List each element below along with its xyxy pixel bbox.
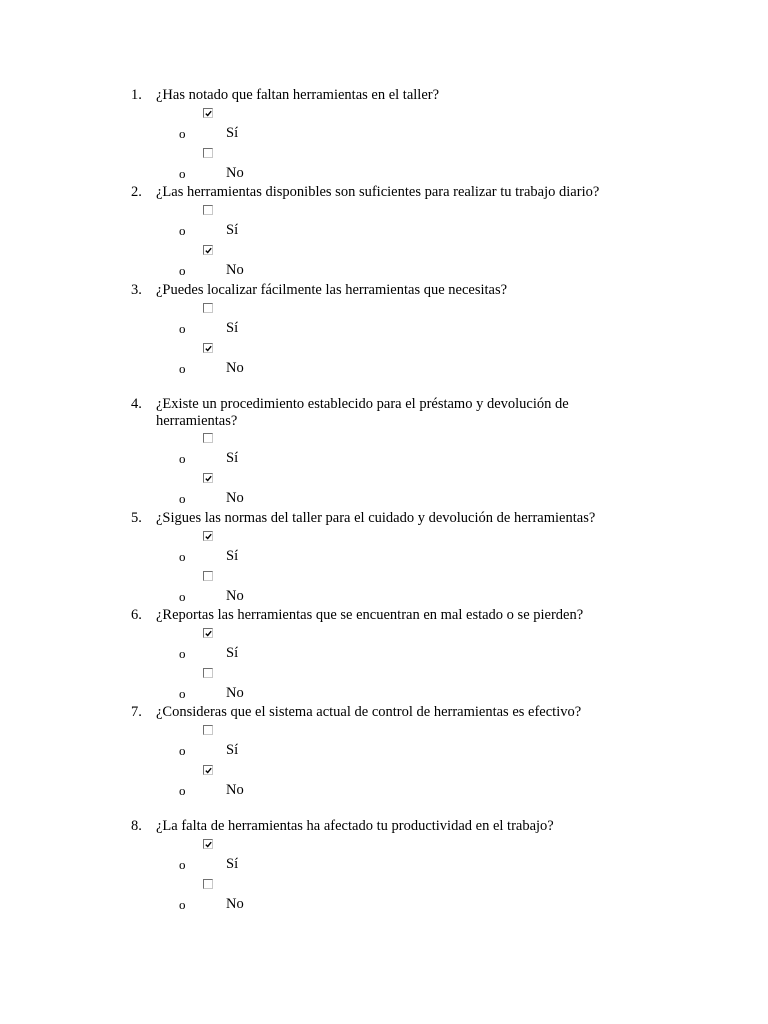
checkbox-checked[interactable] [203,765,213,775]
question-text: ¿Las herramientas disponibles son suficientes para realizar tu trabajo diario? [156,184,600,200]
checkmark-icon [205,247,212,254]
checkbox-unchecked[interactable] [203,725,213,735]
checkmark-icon [205,767,212,774]
question-text: ¿Has notado que faltan herramientas en el taller? [156,87,440,103]
option-label: No [226,360,244,376]
bullet-marker: o [179,549,186,564]
option-si [0,301,768,341]
checkmark-icon [205,475,212,482]
checkmark-icon [205,345,212,352]
option-label: Sí [226,222,239,238]
checkbox-checked[interactable] [203,245,213,255]
bullet-marker: o [179,126,186,141]
option-label: Sí [226,320,239,336]
option-no [0,243,768,283]
checkbox-checked[interactable] [203,343,213,353]
option-label: No [226,588,244,604]
option-no [0,666,768,706]
bullet-marker: o [179,451,186,466]
checkbox-checked[interactable] [203,839,213,849]
bullet-marker: o [179,166,186,181]
checkbox-unchecked[interactable] [203,205,213,215]
option-label: Sí [226,450,239,466]
bullet-marker: o [179,857,186,872]
question-text: ¿Existe un procedimiento establecido para el préstamo y devolución de herramientas? [156,396,569,429]
option-no [0,471,768,511]
checkbox-checked[interactable] [203,531,213,541]
option-si [0,723,768,763]
checkbox-checked[interactable] [203,473,213,483]
option-si [0,837,768,877]
question-text: ¿La falta de herramientas ha afectado tu productividad en el trabajo? [156,818,554,834]
bullet-marker: o [179,491,186,506]
option-label: Sí [226,742,239,758]
question-number: 5. [131,510,142,526]
checkmark-icon [205,533,212,540]
bullet-marker: o [179,223,186,238]
question-number: 2. [131,184,142,200]
checkbox-checked[interactable] [203,628,213,638]
question-number: 3. [131,282,142,298]
option-label: No [226,262,244,278]
question-number: 6. [131,607,142,623]
option-label: Sí [226,548,239,564]
checkbox-unchecked[interactable] [203,303,213,313]
option-label: No [226,782,244,798]
bullet-marker: o [179,646,186,661]
option-label: No [226,490,244,506]
option-no [0,146,768,186]
question-number: 1. [131,87,142,103]
option-label: Sí [226,125,239,141]
option-no [0,763,768,803]
option-label: No [226,165,244,181]
checkbox-unchecked[interactable] [203,879,213,889]
option-label: Sí [226,856,239,872]
question-number: 4. [131,396,142,412]
checkbox-unchecked[interactable] [203,433,213,443]
option-label: No [226,896,244,912]
option-no [0,569,768,609]
checkbox-unchecked[interactable] [203,668,213,678]
question-number: 7. [131,704,142,720]
option-si [0,626,768,666]
bullet-marker: o [179,783,186,798]
bullet-marker: o [179,263,186,278]
question-text: ¿Puedes localizar fácilmente las herramientas que necesitas? [156,282,508,298]
checkmark-icon [205,630,212,637]
option-si [0,203,768,243]
checkmark-icon [205,841,212,848]
option-si [0,431,768,471]
bullet-marker: o [179,321,186,336]
checkbox-unchecked[interactable] [203,148,213,158]
question-number: 8. [131,818,142,834]
bullet-marker: o [179,361,186,376]
checkbox-checked[interactable] [203,108,213,118]
question-text: ¿Consideras que el sistema actual de control de herramientas es efectivo? [156,704,582,720]
checkmark-icon [205,110,212,117]
option-si [0,106,768,146]
option-no [0,341,768,381]
question-text: ¿Reportas las herramientas que se encuentran en mal estado o se pierden? [156,607,584,623]
option-label: Sí [226,645,239,661]
question-text: ¿Sigues las normas del taller para el cuidado y devolución de herramientas? [156,510,596,526]
option-label: No [226,685,244,701]
checkbox-unchecked[interactable] [203,571,213,581]
bullet-marker: o [179,743,186,758]
bullet-marker: o [179,686,186,701]
option-si [0,529,768,569]
bullet-marker: o [179,897,186,912]
option-no [0,877,768,917]
bullet-marker: o [179,589,186,604]
